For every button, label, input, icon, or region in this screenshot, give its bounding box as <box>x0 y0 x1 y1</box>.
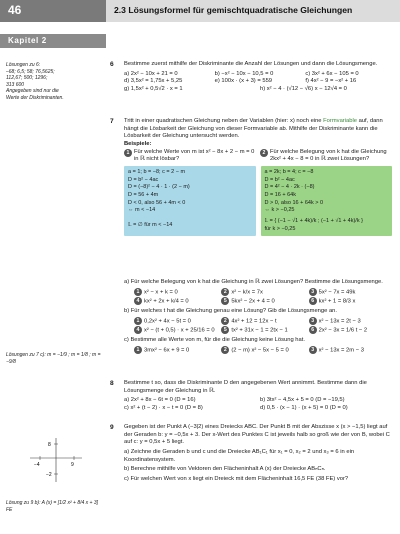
task-item: c) x² + (t − 2) · x − t = 0 (D = 8) <box>124 404 203 411</box>
coordinate-graph <box>26 436 86 484</box>
item-marker: 1 <box>134 317 142 325</box>
part-a-question: a) Für welche Belegung von k hat die Gleichung in ℝ zwei Lösungen? Bestimme die Lösungsmenge. <box>124 279 383 285</box>
solution-line: D = b² − 4ac <box>264 176 295 183</box>
task-item: b) 3tx² − 4,5x + 5 = 0 (D = −19,5) <box>260 397 345 404</box>
part-b-item: 0,2x² + 4x − 5t = 0 <box>144 318 191 325</box>
part-a-item: x² − x + k = 0 <box>144 289 178 296</box>
task-number: 6 <box>110 61 114 68</box>
graph-label-9: 9 <box>71 462 74 468</box>
item-marker: 1 <box>134 346 142 354</box>
part-b-item: x² − (t + 0,5) · x + 25/16 = 0 <box>144 327 215 334</box>
task-item: d) 3,5x² = 1,75x + 5,25 <box>124 78 183 85</box>
part-b-item: x² − 13x = 2t − 3 <box>318 318 361 325</box>
solution-line: D = (−8)² − 4 · 1 · (2 − m) <box>128 184 190 191</box>
example-2-marker: 2 <box>260 149 268 157</box>
solution-line: a = 2k; b = 4; c = −8 <box>264 168 314 175</box>
item-marker: 5 <box>221 326 229 334</box>
graph-label-minus4: −4 <box>34 462 40 468</box>
part-c-item: x² − 13x = 2m − 3 <box>318 347 364 354</box>
item-marker: 6 <box>309 297 317 305</box>
solution-condition: für k > −0,25 <box>264 225 296 232</box>
item-marker: 3 <box>309 346 317 354</box>
solution-result: 𝕃 = ∅ für m < −14 <box>128 221 173 228</box>
solution-line: D > 0, also 16 + 64k > 0 <box>264 199 324 206</box>
part-c-item: (2 − m) x² − 5x − 5 = 0 <box>231 347 289 354</box>
intro-text: Tritt in einer quadratischen Gleichung neben der Variablen (hier: x) noch eine <box>124 118 324 124</box>
solution-line: D < 0, also 56 + 4m < 0 <box>128 199 186 206</box>
task-item: d) 0,5 · (x − 1) · (x + 5) = 0 (D = 0) <box>260 404 348 411</box>
task-item: f) 4x² − 9 = −x² + 16 <box>305 78 357 85</box>
item-marker: 3 <box>309 288 317 296</box>
part-c-question: c) Bestimme alle Werte von m, für die die Gleichung keine Lösung hat. <box>124 336 305 343</box>
part-a-item: kx² + 1 = 8/3 x <box>318 298 356 305</box>
task-item: g) 1,5x² + 0,5√2 · x = 1 <box>124 85 183 92</box>
task-6 <box>110 61 392 94</box>
task-number: 8 <box>110 380 114 387</box>
part-a-item: 5kx² − 2x + 4 = 0 <box>231 298 275 305</box>
section-title: 2.3 Lösungsformel für gemischtquadratische Gleichungen <box>106 0 400 22</box>
solution-line: D = 56 + 4m <box>128 191 159 198</box>
task-number: 9 <box>110 424 114 431</box>
intro-text: auf, dann hängt die Lösbarkeit der Gleichung von dieser Formvariable ab. Mithilfe der Diskriminante kann die Lösbarkeit der Gleichung untersucht werden. <box>124 118 383 140</box>
task-item: a) 2x² − 10x + 21 = 0 <box>124 70 178 77</box>
part-a-item: 5x² − 7x = 49k <box>318 289 356 296</box>
solution-line: ⇔ k > −0,25 <box>264 207 295 214</box>
part-b-item: tx² + 31x − 1 = 2tx − 1 <box>231 327 288 334</box>
solution-line: D = 4² − 4 · 2k · (−8) <box>264 184 315 191</box>
part-b: b) Berechne mithilfe von Vektoren den Flächeninhalt A (x) der Dreiecke ABₙCₙ. <box>124 466 326 473</box>
task-7 <box>110 118 392 236</box>
task-7-parts <box>124 279 392 355</box>
graph-label-8: 8 <box>48 442 51 448</box>
part-b-question: b) Für welches t hat die Gleichung genau eine Lösung? Gib die Lösungsmenge an. <box>124 307 338 314</box>
task-intro: Gegeben ist der Punkt A (−3|2) eines Dreiecks ABC. Der Punkt B mit der Abszisse x (x > −1,5) liegt auf der Geraden b: y = −0,5x + 3. Der x-Wert des Punktes C ist jeweils halb so groß wie der von B, wobei C auf c: y = 0,5x + 5 liegt. <box>124 424 390 446</box>
page-number: 46 <box>0 0 106 22</box>
task-item: b) −x² − 10x − 10,5 = 0 <box>214 70 274 77</box>
item-marker: 1 <box>134 288 142 296</box>
item-marker: 4 <box>134 326 142 334</box>
item-marker: 5 <box>221 297 229 305</box>
formvariable-term: Formvariable <box>323 118 357 124</box>
task-item: c) 3x² + 6x − 105 = 0 <box>305 70 359 77</box>
task-item: h) x² − 4 · (√12 − √6) x − 12√4 = 0 <box>260 85 347 92</box>
example-1-marker: 1 <box>124 149 132 157</box>
task-intro: Bestimme t so, dass die Diskriminante D den angegebenen Wert annimmt. Bestimme dann die Lösungsmenge der Gleichung in ℝ. <box>124 380 367 394</box>
part-b-item: 4x² + 12 = 12x − t <box>231 318 277 325</box>
item-marker: 2 <box>221 346 229 354</box>
task-number: 7 <box>110 118 114 125</box>
page-header <box>0 0 400 22</box>
graph-label-minus2: −2 <box>46 472 52 478</box>
part-c: c) Für welchen Wert von x liegt ein Dreieck mit dem Flächeninhalt 16,5 FE (38 FE) vor? <box>124 475 349 482</box>
part-a-item: kx² + 2x + k/4 = 0 <box>144 298 189 305</box>
part-b-item: 2x² − 3x = 1/6 t − 2 <box>318 327 368 334</box>
part-a-item: x² − k/x = 7x <box>231 289 263 296</box>
task-9 <box>110 424 392 483</box>
example-1-question: Für welche Werte von m ist x² − 8x + 2 − m = 0 in ℝ nicht lösbar? <box>134 148 255 163</box>
item-marker: 6 <box>309 326 317 334</box>
item-marker: 4 <box>134 297 142 305</box>
example-2-question: Für welche Belegung von k hat die Gleichung 2kx² + 4x − 8 = 0 in ℝ zwei Lösungen? <box>270 148 387 163</box>
solution-line: ⇔ m < −14 <box>128 207 156 214</box>
solution-line: D = 16 + 64k <box>264 191 296 198</box>
sidebar-solutions-6: Lösungen zu 6: –68; 6,5; 58; 76,5625; 112,67; 500; 1296; 313 600 Angegeben sind nur die Werte der Diskriminanten. <box>6 62 64 101</box>
item-marker: 3 <box>309 317 317 325</box>
task-item: a) 2x² + 8x − 6t = 0 (D = 16) <box>124 397 196 404</box>
part-a: a) Zeichne die Geraden b und c und die Dreiecke AB₁C₁ für x₁ = 0, x₂ = 2 und x₃ = 6 in ein Koordinatensystem. <box>124 448 355 463</box>
item-marker: 2 <box>221 317 229 325</box>
item-marker: 2 <box>221 288 229 296</box>
task-item: e) 100x · (x + 3) = 559 <box>214 78 273 85</box>
solution-line: D = b² − 4ac <box>128 176 159 183</box>
example-label: Beispiele: <box>124 140 152 147</box>
sidebar-solutions-9b: Lösung zu 9 b): A (x) = [1/2 x² + 8/4 x + 3] FE <box>6 500 99 513</box>
sidebar-solutions-7c: Lösungen zu 7 c): m = −1/9 ; m = 1/8 ; m = −9/8 <box>6 352 101 365</box>
solution-result: 𝕃 = { (−1 − √1 + 4k)/k ; (−1 + √1 + 4k)/k } <box>264 217 363 224</box>
task-intro: Bestimme zuerst mithilfe der Diskriminante die Anzahl der Lösungen und dann die Lösungsmenge. <box>124 61 378 67</box>
task-intro <box>124 118 392 141</box>
solution-line: a = 1; b = −8; c = 2 − m <box>128 168 186 175</box>
task-8 <box>110 380 392 413</box>
example-1-solution-box <box>124 166 256 237</box>
part-c-item: 3mx² − 6x + 9 = 0 <box>144 347 190 354</box>
example-2-solution-box <box>261 166 393 237</box>
chapter-label: Kapitel 2 <box>0 34 106 48</box>
